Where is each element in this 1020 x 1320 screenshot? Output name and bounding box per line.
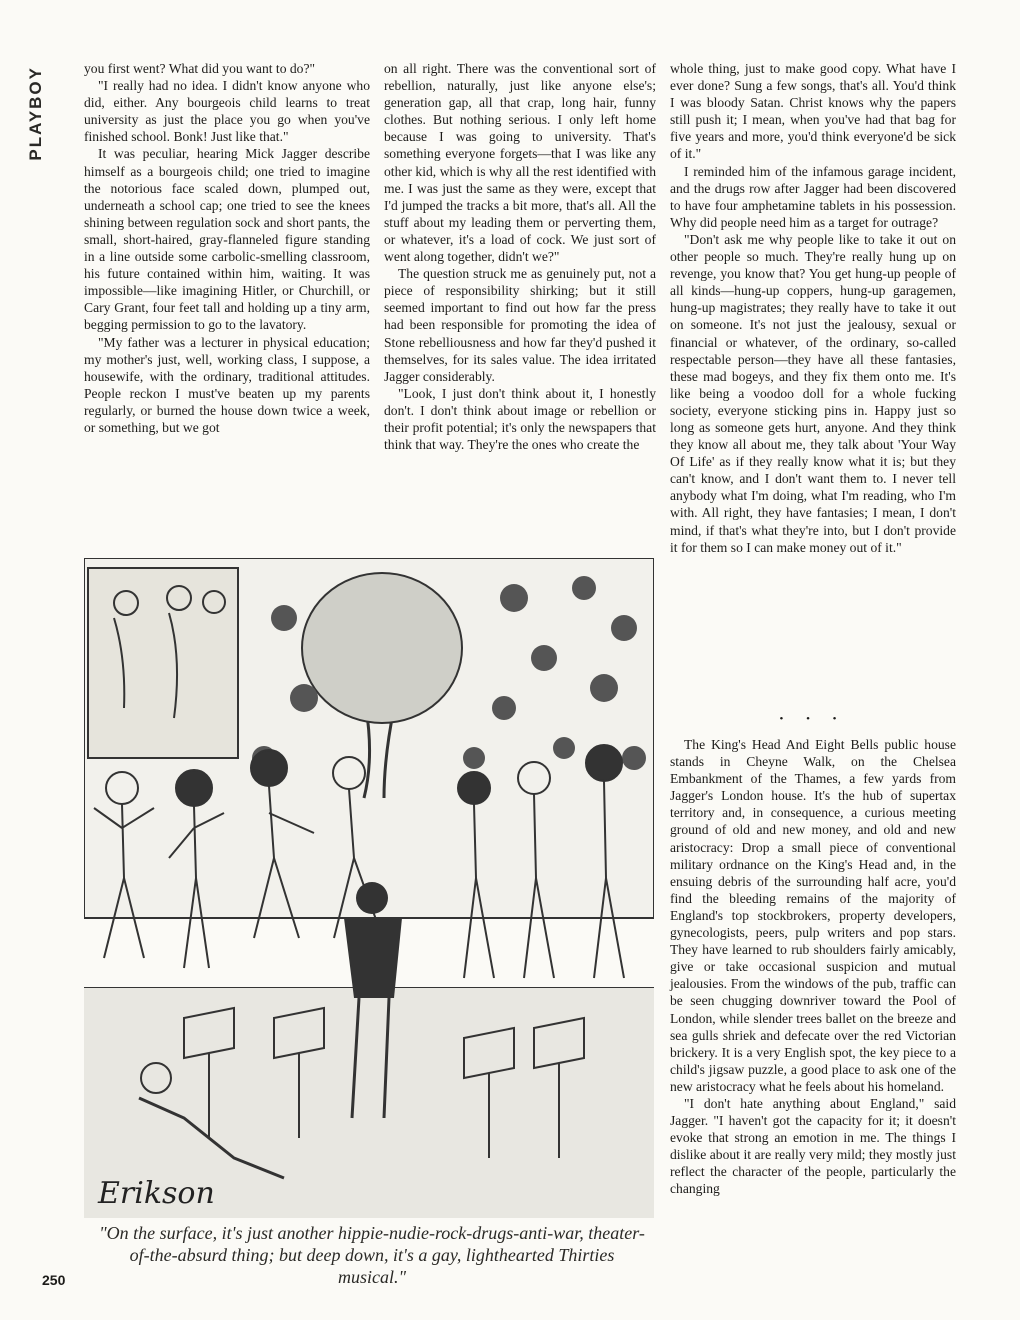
paragraph: It was peculiar, hearing Mick Jagger describe himself as a bourgeois child; one tried to imagine the notorious face scaled down, plumped out, underneath a school cap; one tried to see the knees shining between regulation sock and short pants, the small, short-haired, gray-flanneled figure standing in a line outside some carbolic-smelling classroom, his future contained within him, waiting. It was impossible—like imagining Hitler, or Churchill, or Cary Grant, four feet tall and holding up a tiny arm, begging permission to go to the lavatory. xyxy=(84,146,370,333)
section-break: • • • xyxy=(779,713,847,725)
paragraph: "Don't ask me why people like to take it out on other people so much. They're really hung up on revenge, you know that? You get hung-up people of all kinds—hung-up coppers, hung-up garagemen, hung-up magistrates; they really have to take it out on someone. It's not just the jealousy, sexual or financial or whatever, of the ordinary, so-called respectable person—they have all these fantasies, these mad bogeys, and they fix them onto me. It's like being a voodoo doll for a whole fucking society, everyone sticking pins in. Happy just so long as someone gets hurt, anyone. And they think they know all about me, they talk about 'Your Way Of Life' as if they really know what it is; but they can't know, and I don't want them to. I never tell anybody what I'm doing, what I'm reading, who I'm with. All right, they have fantasies; I mean, I don't mind, if that's what they're into, but I don't provide it for them so I can make money out of it." xyxy=(670,231,956,555)
paragraph: you first went? What did you want to do?" xyxy=(84,61,316,76)
director-body xyxy=(344,918,402,998)
article-column-2 xyxy=(384,60,656,453)
paragraph: I reminded him of the infamous garage incident, and the drugs row after Jagger had been discovered to have four amphetamine tablets in his possession. Why did people need him as a target for outrage? xyxy=(670,163,956,230)
paragraph: on all right. There was the conventional sort of rebellion, naturally, just like anyone else's; generation gap, all that crap, long hair, funny clothes. But nothing serious. I only left home because I was going to university. That's something everyone forgets—that I was like any other kid, which is why all the rest identified with me. I was just the same as they were, except that I'd jumped the tracks a bit more, that's all. All the stuff about my leading them or perverting them, or whatever, it's a load of cock. We just sort of went along together, didn't we?" xyxy=(384,61,656,265)
paragraph: "I really had no idea. I didn't know anyone who did, either. Any bourgeois child learns to treat university as just the place you go when you've finished school. Bonk! Just like that." xyxy=(84,78,370,145)
paragraph: The King's Head And Eight Bells public house stands in Cheyne Walk, on the Chelsea Embankment of the Thames, a few yards from Jagger's London house. It's the hub of supertax territory and, in consequence, a curious meeting ground of old and new money, and old and new aristocracy: Drop a small piece of conventional military ordnance on the King's Head and, in the ensuing debris of the surrounding half acre, you'd find the bleeding remains of the majority of England's top stockbrokers, property developers, gynecologists, peers, pulp writers and pop stars. They have learned to rub shoulders fairly amicably, give or take occasional suspicion and mutual jealousies. From the windows of the pub, traffic can be seen chugging downriver toward the Pool of London, while slender trees ballet on the breeze and sea gulls shriek and defecate over the red Victorian brickery. It is a very English spot, the key piece to a child's jigsaw puzzle, a good place to ask one of the new aristocracy what he feels about his homeland. xyxy=(670,737,956,1094)
paragraph: whole thing, just to make good copy. What have I ever done? Sung a few songs, that's all. You'd think I was bloody Satan. Christ knows why the papers still push it; I mean, when you've had that bag for five years and more, you'd think everyone'd be sick of it." xyxy=(670,61,956,162)
paragraph: "I don't hate anything about England," said Jagger. "I haven't got the capacity for it; it doesn't evoke that strong an emotion in me. The things I dislike about it are really very mild; they mostly just reflect the character of the people, particularly the changing xyxy=(670,1095,956,1197)
article-column-3 xyxy=(670,60,956,556)
cartoon-caption: "On the surface, it's just another hippie-nudie-rock-drugs-anti-war, theater-of-the-absurd thing; but deep down, it's a gay, lighthearted Thirties musical." xyxy=(99,1223,645,1287)
doorway xyxy=(88,568,238,758)
paragraph: "Look, I just don't think about it, I honestly don't. I don't think about image or rebellion or their profit potential; it's only the newspapers that think that way. They're the ones who create the xyxy=(384,385,656,453)
director-head xyxy=(356,882,388,914)
paragraph: "My father was a lecturer in physical education; my mother's just, well, working class, I suppose, a housewife, with the ordinary, traditional attitudes. People reckon I must've beaten up my parents regularly, or burned the house down twice a week, or something, but we got xyxy=(84,334,370,435)
page-number: 250 xyxy=(42,1272,66,1288)
article-column-1 xyxy=(84,60,370,436)
article-column-3-continued xyxy=(670,736,956,1198)
paragraph: The question struck me as genuinely put, not a piece of responsibility shirking; but it still seemed important to find out how far the press had been responsible for promoting the idea of Stone rebelliousness and how far they'd pushed it themselves, for its sales value. The idea irritated Jagger considerably. xyxy=(384,266,656,384)
magazine-masthead: PLAYBOY xyxy=(26,66,45,161)
cartoon-illustration xyxy=(84,558,654,1218)
tree-foliage xyxy=(302,573,462,723)
artist-signature: Erikson xyxy=(98,1176,215,1211)
